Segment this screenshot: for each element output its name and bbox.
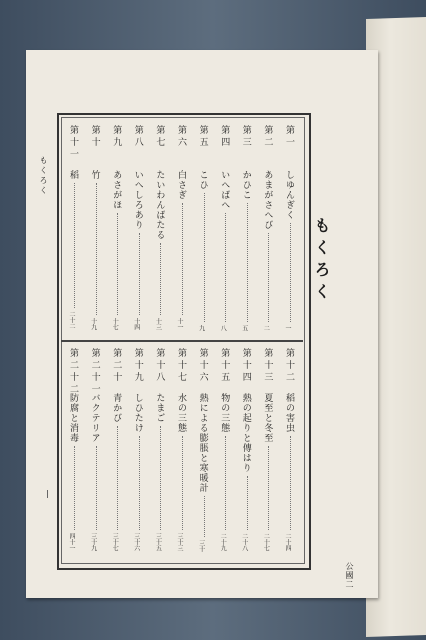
toc-entry <box>110 125 126 334</box>
toc-chapter-title: 稻の害虫 <box>284 393 294 433</box>
toc-chapter-title: 夏至と冬至 <box>262 393 273 443</box>
toc-leader-dots <box>204 193 205 322</box>
toc-chapter-number: 第八 <box>132 125 143 149</box>
margin-title: もくろく <box>39 156 48 196</box>
toc-leader-dots <box>74 446 75 530</box>
toc-chapter-title: いへばへ <box>219 170 230 210</box>
toc-leader-dots <box>96 183 97 315</box>
toc-chapter-number: 第二十 <box>111 348 122 384</box>
toc-chapter-title: しひたけ <box>132 393 143 433</box>
toc-chapter-number: 第十三 <box>262 348 273 384</box>
toc-entry <box>261 348 277 556</box>
toc-page-number: 三十五 <box>154 533 162 551</box>
toc-page-number: 三十 <box>197 540 205 552</box>
toc-page-number: 十九 <box>89 318 97 330</box>
toc-page-number: 十一 <box>176 318 183 330</box>
toc-chapter-number: 第十 <box>89 125 100 149</box>
toc-chapter-title: こひ <box>197 170 208 190</box>
toc-chapter-title: 熱の起りと傳はり <box>240 393 251 473</box>
toc-page-number: 二十七 <box>262 533 270 551</box>
toc-chapter-number: 第二十一 <box>89 348 100 396</box>
toc-leader-dots <box>225 213 226 322</box>
toc-page-number: 四十一 <box>68 533 75 551</box>
toc-entry <box>283 348 299 556</box>
toc-page-number: 十四 <box>132 318 140 330</box>
toc-entry <box>153 125 169 334</box>
toc-leader-dots <box>247 203 248 322</box>
toc-leader-dots <box>225 436 226 530</box>
toc-page-number: 十三 <box>154 318 162 330</box>
toc-chapter-number: 第三 <box>240 125 251 149</box>
toc-entry <box>240 125 256 334</box>
toc-chapter-number: 第十八 <box>154 348 165 384</box>
toc-entry <box>197 125 213 334</box>
toc-chapter-number: 第二 <box>262 125 273 149</box>
toc-chapter-number: 第十九 <box>132 348 143 384</box>
toc-chapter-title: 青かび <box>111 393 122 423</box>
toc-entry <box>283 125 299 334</box>
toc-page-number: 二十二 <box>68 311 75 329</box>
toc-entry <box>89 125 105 334</box>
toc-leader-dots <box>74 183 75 308</box>
toc-chapter-title: あさがほ <box>111 170 122 210</box>
toc-chapter-title: たまご <box>154 393 165 423</box>
toc-leader-dots <box>247 476 248 530</box>
toc-chapter-title: あまがさへび <box>262 170 273 230</box>
toc-entry <box>218 125 234 334</box>
toc-page-number: 一 <box>284 325 291 331</box>
margin-mark <box>47 490 48 498</box>
toc-chapter-number: 第二十二 <box>68 348 78 396</box>
toc-page-number: 三十三 <box>176 533 183 551</box>
toc-chapter-number: 第五 <box>197 125 208 149</box>
toc-entry <box>153 348 169 556</box>
toc-leader-dots <box>96 446 97 530</box>
toc-divider <box>61 340 303 342</box>
toc-entry <box>132 348 148 556</box>
toc-chapter-title: バクテリア <box>89 393 100 443</box>
toc-leader-dots <box>290 223 291 322</box>
toc-chapter-title: 白さぎ <box>176 170 186 200</box>
toc-entry <box>240 348 256 556</box>
toc-chapter-number: 第九 <box>111 125 122 149</box>
toc-leader-dots <box>160 426 161 530</box>
toc-chapter-title: 竹 <box>89 170 100 180</box>
toc-page-number: 二 <box>262 325 270 331</box>
toc-chapter-title: 防腐と消毒 <box>68 393 78 443</box>
toc-chapter-number: 第十四 <box>240 348 251 384</box>
toc-chapter-title: 熱による膨脹と寒暖計 <box>197 393 208 493</box>
toc-chapter-title: 稻 <box>68 170 78 180</box>
toc-page-number: 八 <box>219 325 227 331</box>
toc-page-number: 三十六 <box>132 533 140 551</box>
toc-leader-dots <box>268 446 269 530</box>
toc-chapter-title: たいわんばたる <box>154 170 165 240</box>
toc-leader-dots <box>117 213 118 315</box>
toc-chapter-title: 物の三態 <box>219 393 230 433</box>
toc-entry <box>89 348 105 556</box>
toc-entry <box>110 348 126 556</box>
toc-page-number: 九 <box>197 325 205 331</box>
page-footer: 公國二 <box>345 562 354 589</box>
toc-chapter-title: かひこ <box>240 170 251 200</box>
toc-leader-dots <box>182 436 183 530</box>
toc-entry <box>132 125 148 334</box>
toc-entry <box>175 125 191 334</box>
toc-leader-dots <box>139 233 140 315</box>
toc-chapter-number: 第六 <box>176 125 186 149</box>
toc-entry <box>197 348 213 556</box>
toc-chapter-title: しゆんぎく <box>284 170 294 220</box>
toc-page-number: 十七 <box>111 318 119 330</box>
toc-leader-dots <box>204 496 205 537</box>
toc-entry <box>261 125 277 334</box>
toc-chapter-title: いへしろあり <box>132 170 143 230</box>
toc-page-number: 二十八 <box>240 533 248 551</box>
toc-entry <box>67 348 83 556</box>
toc-page-number: 五 <box>240 325 248 331</box>
toc-entry <box>175 348 191 556</box>
toc-chapter-number: 第十二 <box>284 348 294 384</box>
toc-chapter-number: 第十五 <box>219 348 230 384</box>
toc-leader-dots <box>290 436 291 530</box>
toc-chapter-title: 水の三態 <box>176 393 186 433</box>
toc-leader-dots <box>117 426 118 530</box>
toc-chapter-number: 第七 <box>154 125 165 149</box>
toc-page-number: 三十七 <box>111 533 119 551</box>
toc-chapter-number: 第十一 <box>68 125 78 161</box>
toc-chapter-number: 第十六 <box>197 348 208 384</box>
toc-page-number: 三十九 <box>89 533 97 551</box>
toc-chapter-number: 第一 <box>284 125 294 149</box>
toc-leader-dots <box>182 203 183 315</box>
toc-chapter-number: 第四 <box>219 125 230 149</box>
toc-page-number: 二十四 <box>284 533 291 551</box>
toc-page-number: 二十九 <box>219 533 227 551</box>
toc-entry <box>218 348 234 556</box>
page-title: もくろく <box>312 217 331 305</box>
toc-leader-dots <box>139 436 140 530</box>
toc-leader-dots <box>160 243 161 315</box>
toc-leader-dots <box>268 233 269 322</box>
toc-chapter-number: 第十七 <box>176 348 186 384</box>
toc-entry <box>67 125 83 334</box>
